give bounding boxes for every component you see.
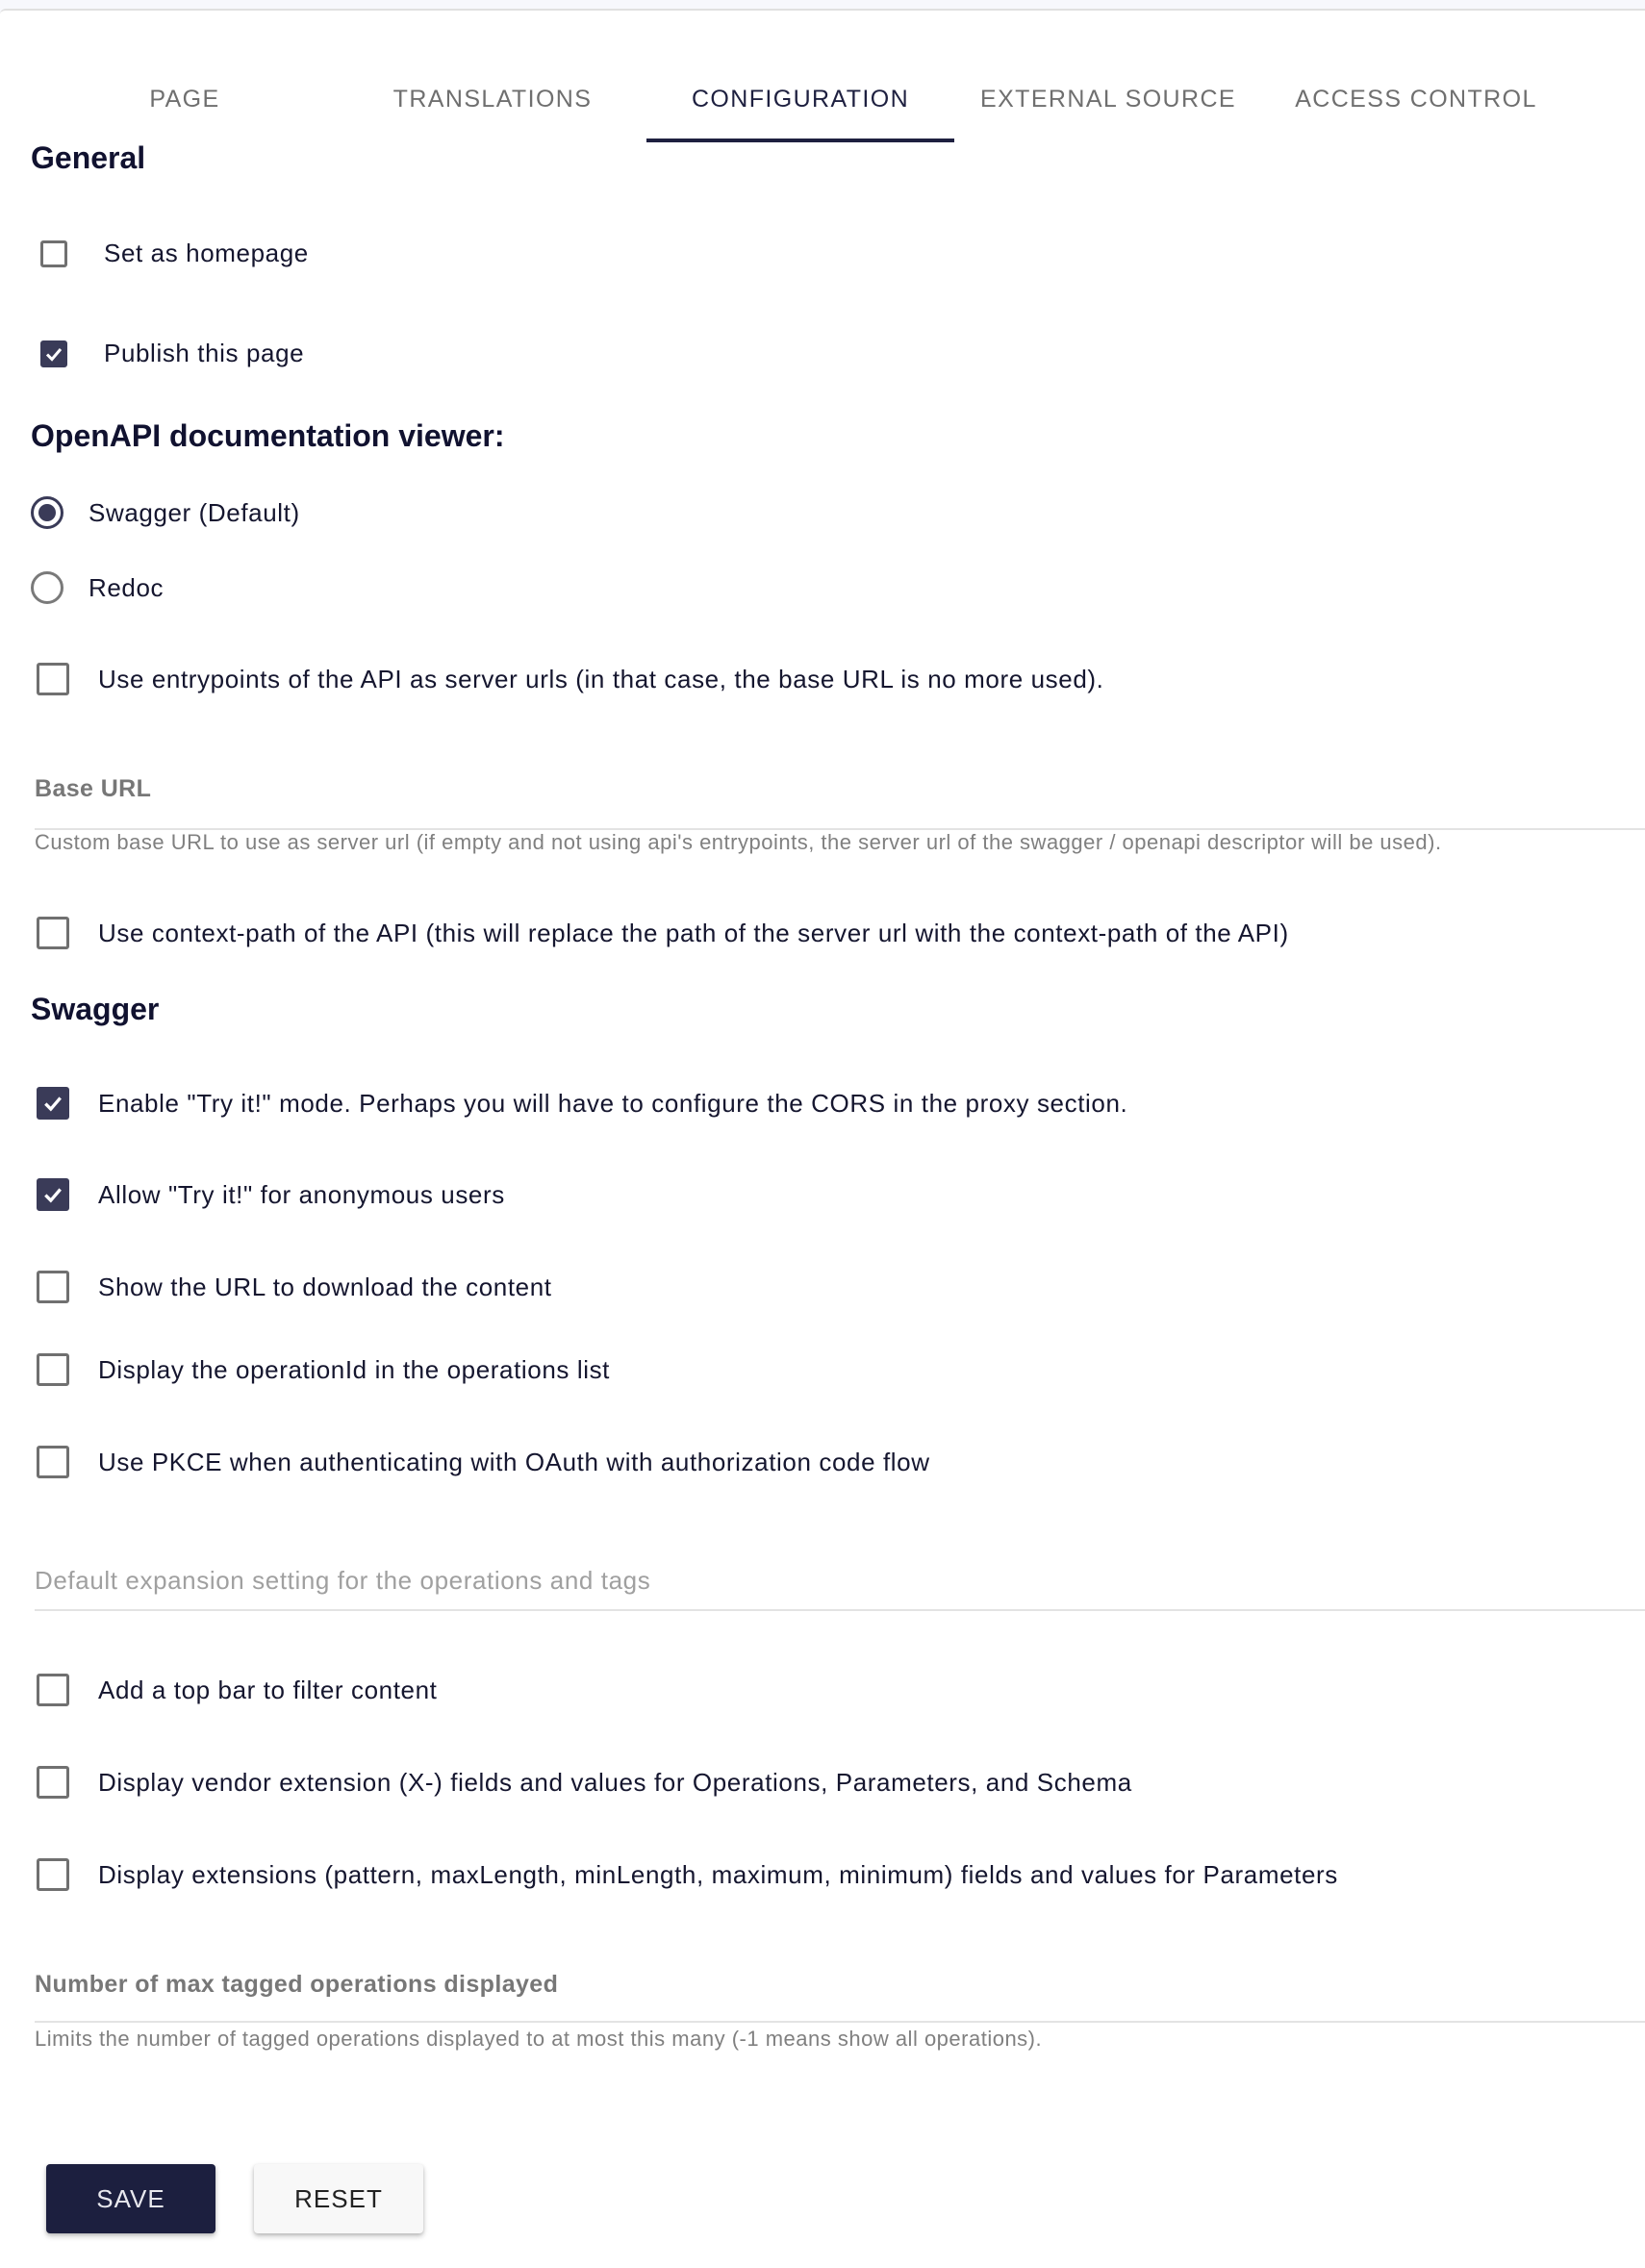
- show-url-label: Show the URL to download the content: [98, 1272, 552, 1301]
- filter-checkbox[interactable]: [37, 1674, 69, 1706]
- use-entrypoints-checkbox[interactable]: [37, 663, 69, 695]
- check-icon: [42, 1093, 63, 1114]
- use-entrypoints-label: Use entrypoints of the API as server urls (in that case, the base URL is no more used).: [98, 664, 1104, 693]
- use-pkce-checkbox[interactable]: [37, 1446, 69, 1478]
- use-entrypoints-row[interactable]: [37, 663, 1103, 695]
- use-context-path-row[interactable]: [37, 917, 1289, 949]
- page-editor-card: [0, 9, 1645, 2268]
- vendor-extensions-label: Display vendor extension (X-) fields and values for Operations, Parameters, and Schema: [98, 1767, 1132, 1797]
- set-homepage-checkbox-row[interactable]: [40, 239, 309, 268]
- filter-label: Add a top bar to filter content: [98, 1675, 438, 1704]
- publish-label: Publish this page: [104, 339, 305, 367]
- base-url-input[interactable]: [35, 799, 1645, 830]
- radio-swagger-row[interactable]: [31, 496, 300, 529]
- try-it-row[interactable]: [37, 1087, 1127, 1120]
- tab-configuration[interactable]: CONFIGURATION: [691, 86, 910, 113]
- base-url-helper: Custom base URL to use as server url (if empty and not using api's entrypoints, the server url of the swagger / openapi descriptor will be used).: [35, 830, 1442, 854]
- reset-button[interactable]: RESET: [254, 2164, 423, 2233]
- radio-redoc-label: Redoc: [89, 572, 164, 602]
- check-icon: [44, 344, 63, 364]
- active-tab-indicator: [646, 139, 954, 142]
- save-button[interactable]: SAVE: [46, 2164, 215, 2233]
- general-heading: General: [31, 140, 146, 175]
- use-pkce-row[interactable]: [37, 1446, 930, 1478]
- try-it-anonymous-label: Allow "Try it!" for anonymous users: [98, 1179, 505, 1209]
- set-homepage-label: Set as homepage: [104, 239, 309, 267]
- filter-row[interactable]: [37, 1674, 437, 1706]
- vendor-extensions-checkbox[interactable]: [37, 1766, 69, 1799]
- radio-swagger[interactable]: [31, 496, 63, 529]
- vendor-extensions-row[interactable]: [37, 1766, 1132, 1799]
- common-extensions-label: Display extensions (pattern, maxLength, minLength, maximum, minimum) fields and values for Parameters: [98, 1859, 1338, 1889]
- max-displayed-tags-input[interactable]: [35, 1992, 1645, 2023]
- viewer-heading: OpenAPI documentation viewer:: [31, 418, 505, 453]
- common-extensions-checkbox[interactable]: [37, 1858, 69, 1891]
- tab-page[interactable]: PAGE: [149, 86, 220, 113]
- check-icon: [42, 1184, 63, 1205]
- try-it-label: Enable "Try it!" mode. Perhaps you will have to configure the CORS in the proxy section.: [98, 1088, 1128, 1118]
- set-homepage-checkbox[interactable]: [40, 240, 67, 267]
- display-operation-id-label: Display the operationId in the operations list: [98, 1354, 611, 1384]
- use-pkce-label: Use PKCE when authenticating with OAuth with authorization code flow: [98, 1447, 930, 1476]
- display-operation-id-row[interactable]: [37, 1353, 610, 1386]
- swagger-heading: Swagger: [31, 992, 160, 1026]
- show-url-row[interactable]: [37, 1271, 552, 1303]
- radio-redoc-row[interactable]: [31, 571, 164, 604]
- try-it-anonymous-row[interactable]: [37, 1178, 505, 1211]
- show-url-checkbox[interactable]: [37, 1271, 69, 1303]
- doc-expansion-placeholder: Default expansion setting for the operations and tags: [35, 1566, 651, 1595]
- common-extensions-row[interactable]: [37, 1858, 1338, 1891]
- doc-expansion-select[interactable]: [35, 1571, 1645, 1611]
- use-context-path-checkbox[interactable]: [37, 917, 69, 949]
- try-it-checkbox[interactable]: [37, 1087, 69, 1120]
- radio-swagger-label: Swagger (Default): [89, 497, 300, 527]
- display-operation-id-checkbox[interactable]: [37, 1353, 69, 1386]
- radio-dot-icon: [38, 504, 56, 521]
- publish-checkbox[interactable]: [40, 340, 67, 367]
- base-url-label: Base URL: [35, 775, 152, 802]
- tab-translations[interactable]: TRANSLATIONS: [392, 86, 593, 113]
- tab-external-source[interactable]: EXTERNAL SOURCE: [980, 86, 1236, 113]
- try-it-anonymous-checkbox[interactable]: [37, 1178, 69, 1211]
- max-displayed-tags-label: Number of max tagged operations displayed: [35, 1971, 559, 1998]
- radio-redoc[interactable]: [31, 571, 63, 604]
- publish-checkbox-row[interactable]: [40, 339, 304, 368]
- tab-access-control[interactable]: ACCESS CONTROL: [1295, 86, 1537, 113]
- max-displayed-tags-helper: Limits the number of tagged operations displayed to at most this many (-1 means show all operations).: [35, 2027, 1043, 2051]
- use-context-path-label: Use context-path of the API (this will replace the path of the server url with the context-path of the API): [98, 918, 1289, 947]
